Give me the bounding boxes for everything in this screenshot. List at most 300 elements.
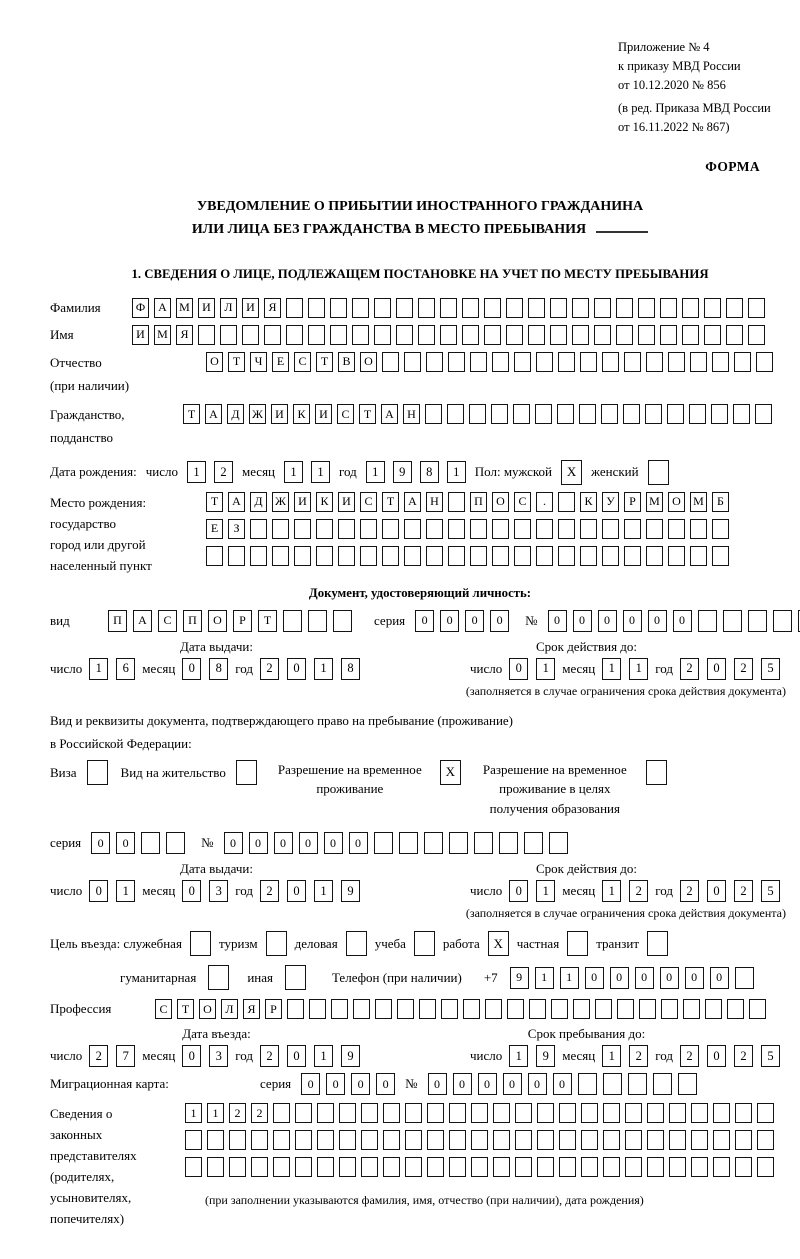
char-cell[interactable]: 1 — [311, 461, 330, 483]
char-cell[interactable]: 1 — [207, 1103, 224, 1123]
char-cell[interactable]: 0 — [509, 658, 528, 680]
char-cell[interactable]: 9 — [393, 461, 412, 483]
char-cell[interactable] — [572, 325, 589, 345]
char-cell[interactable] — [646, 352, 663, 372]
char-cell[interactable]: 0 — [673, 610, 692, 632]
char-cell[interactable] — [485, 999, 502, 1019]
char-cell[interactable] — [581, 1103, 598, 1123]
char-cell[interactable] — [704, 298, 721, 318]
char-cell[interactable] — [295, 1157, 312, 1177]
char-cell[interactable] — [514, 546, 531, 566]
char-cell[interactable]: С — [337, 404, 354, 424]
char-cell[interactable]: А — [404, 492, 421, 512]
char-cell[interactable] — [506, 325, 523, 345]
char-cell[interactable] — [757, 1103, 774, 1123]
char-cell[interactable]: 1 — [89, 658, 108, 680]
char-cell[interactable] — [492, 519, 509, 539]
char-cell[interactable] — [535, 404, 552, 424]
char-cell[interactable]: А — [154, 298, 171, 318]
char-cell[interactable] — [645, 404, 662, 424]
char-cell[interactable]: 1 — [629, 658, 648, 680]
char-cell[interactable] — [449, 1103, 466, 1123]
char-cell[interactable] — [427, 1103, 444, 1123]
char-cell[interactable] — [551, 999, 568, 1019]
char-cell[interactable] — [418, 298, 435, 318]
char-cell[interactable] — [572, 298, 589, 318]
char-cell[interactable] — [449, 1157, 466, 1177]
char-cell[interactable]: 2 — [229, 1103, 246, 1123]
char-cell[interactable] — [594, 298, 611, 318]
char-cell[interactable] — [316, 546, 333, 566]
char-cell[interactable]: 0 — [585, 967, 604, 989]
char-cell[interactable]: 2 — [734, 658, 753, 680]
char-cell[interactable]: Я — [243, 999, 260, 1019]
char-cell[interactable]: 2 — [260, 658, 279, 680]
char-cell[interactable] — [528, 325, 545, 345]
char-cell[interactable] — [617, 999, 634, 1019]
char-cell[interactable] — [382, 519, 399, 539]
char-cell[interactable]: Т — [258, 610, 277, 632]
char-cell[interactable]: 1 — [185, 1103, 202, 1123]
char-cell[interactable] — [705, 999, 722, 1019]
char-cell[interactable] — [735, 967, 754, 989]
char-cell[interactable] — [229, 1157, 246, 1177]
char-cell[interactable]: 2 — [629, 880, 648, 902]
char-cell[interactable]: Т — [359, 404, 376, 424]
char-cell[interactable]: П — [470, 492, 487, 512]
char-cell[interactable] — [581, 1157, 598, 1177]
char-cell[interactable]: Т — [177, 999, 194, 1019]
char-cell[interactable]: С — [514, 492, 531, 512]
char-cell[interactable]: Б — [712, 492, 729, 512]
purpose-official-checkbox[interactable] — [190, 931, 211, 956]
char-cell[interactable]: 1 — [366, 461, 385, 483]
char-cell[interactable] — [669, 1103, 686, 1123]
char-cell[interactable] — [418, 325, 435, 345]
char-cell[interactable] — [628, 1073, 647, 1095]
char-cell[interactable] — [514, 352, 531, 372]
char-cell[interactable]: 2 — [89, 1045, 108, 1067]
char-cell[interactable] — [383, 1130, 400, 1150]
char-cell[interactable] — [713, 1103, 730, 1123]
char-cell[interactable] — [558, 352, 575, 372]
char-cell[interactable] — [616, 298, 633, 318]
char-cell[interactable]: 0 — [490, 610, 509, 632]
char-cell[interactable] — [580, 546, 597, 566]
char-cell[interactable]: Т — [382, 492, 399, 512]
char-cell[interactable] — [581, 1130, 598, 1150]
char-cell[interactable]: 0 — [351, 1073, 370, 1095]
char-cell[interactable]: М — [646, 492, 663, 512]
char-cell[interactable]: 0 — [91, 832, 110, 854]
char-cell[interactable] — [396, 298, 413, 318]
char-cell[interactable] — [353, 999, 370, 1019]
char-cell[interactable]: 2 — [680, 658, 699, 680]
purpose-work-checkbox[interactable]: X — [488, 931, 509, 956]
char-cell[interactable]: И — [271, 404, 288, 424]
char-cell[interactable] — [733, 404, 750, 424]
char-cell[interactable] — [294, 519, 311, 539]
char-cell[interactable]: 0 — [503, 1073, 522, 1095]
char-cell[interactable]: 0 — [376, 1073, 395, 1095]
char-cell[interactable]: 0 — [182, 1045, 201, 1067]
char-cell[interactable]: А — [228, 492, 245, 512]
purpose-transit-checkbox[interactable] — [647, 931, 668, 956]
char-cell[interactable] — [251, 1130, 268, 1150]
char-cell[interactable] — [374, 298, 391, 318]
char-cell[interactable] — [338, 546, 355, 566]
char-cell[interactable] — [492, 546, 509, 566]
char-cell[interactable] — [691, 1157, 708, 1177]
char-cell[interactable]: Д — [227, 404, 244, 424]
char-cell[interactable] — [550, 325, 567, 345]
char-cell[interactable]: 0 — [287, 880, 306, 902]
char-cell[interactable]: Ч — [250, 352, 267, 372]
purpose-private-checkbox[interactable] — [567, 931, 588, 956]
char-cell[interactable] — [404, 546, 421, 566]
char-cell[interactable] — [330, 325, 347, 345]
char-cell[interactable] — [579, 404, 596, 424]
char-cell[interactable]: 0 — [287, 1045, 306, 1067]
char-cell[interactable]: 0 — [623, 610, 642, 632]
char-cell[interactable]: 8 — [341, 658, 360, 680]
char-cell[interactable] — [404, 352, 421, 372]
char-cell[interactable] — [383, 1157, 400, 1177]
char-cell[interactable]: 1 — [314, 1045, 333, 1067]
char-cell[interactable] — [339, 1157, 356, 1177]
char-cell[interactable] — [713, 1130, 730, 1150]
char-cell[interactable]: 0 — [685, 967, 704, 989]
char-cell[interactable] — [286, 298, 303, 318]
char-cell[interactable] — [559, 1130, 576, 1150]
char-cell[interactable] — [250, 546, 267, 566]
char-cell[interactable]: М — [154, 325, 171, 345]
char-cell[interactable]: 1 — [536, 658, 555, 680]
char-cell[interactable] — [426, 546, 443, 566]
char-cell[interactable] — [396, 325, 413, 345]
char-cell[interactable]: 1 — [602, 880, 621, 902]
char-cell[interactable] — [382, 546, 399, 566]
char-cell[interactable] — [338, 519, 355, 539]
char-cell[interactable]: 0 — [249, 832, 268, 854]
char-cell[interactable]: Е — [272, 352, 289, 372]
char-cell[interactable]: Е — [206, 519, 223, 539]
char-cell[interactable] — [374, 325, 391, 345]
char-cell[interactable]: 1 — [314, 880, 333, 902]
char-cell[interactable] — [646, 546, 663, 566]
char-cell[interactable] — [295, 1130, 312, 1150]
char-cell[interactable] — [264, 325, 281, 345]
char-cell[interactable] — [493, 1130, 510, 1150]
char-cell[interactable] — [667, 404, 684, 424]
char-cell[interactable]: С — [294, 352, 311, 372]
char-cell[interactable]: 3 — [209, 880, 228, 902]
char-cell[interactable] — [536, 519, 553, 539]
char-cell[interactable] — [624, 352, 641, 372]
char-cell[interactable]: 1 — [509, 1045, 528, 1067]
char-cell[interactable]: А — [381, 404, 398, 424]
char-cell[interactable] — [713, 1157, 730, 1177]
char-cell[interactable] — [283, 610, 302, 632]
char-cell[interactable] — [748, 610, 767, 632]
char-cell[interactable] — [360, 546, 377, 566]
char-cell[interactable]: 0 — [710, 967, 729, 989]
char-cell[interactable]: 5 — [761, 880, 780, 902]
char-cell[interactable] — [704, 325, 721, 345]
char-cell[interactable]: 2 — [214, 461, 233, 483]
char-cell[interactable] — [295, 1103, 312, 1123]
char-cell[interactable] — [317, 1103, 334, 1123]
char-cell[interactable] — [462, 325, 479, 345]
char-cell[interactable]: Т — [206, 492, 223, 512]
char-cell[interactable]: А — [133, 610, 152, 632]
char-cell[interactable]: О — [208, 610, 227, 632]
char-cell[interactable]: З — [228, 519, 245, 539]
char-cell[interactable] — [595, 999, 612, 1019]
char-cell[interactable]: 0 — [509, 880, 528, 902]
char-cell[interactable]: Р — [265, 999, 282, 1019]
char-cell[interactable] — [493, 1103, 510, 1123]
char-cell[interactable] — [580, 519, 597, 539]
char-cell[interactable] — [691, 1103, 708, 1123]
char-cell[interactable]: 0 — [182, 658, 201, 680]
char-cell[interactable] — [333, 610, 352, 632]
char-cell[interactable]: А — [205, 404, 222, 424]
char-cell[interactable] — [317, 1157, 334, 1177]
char-cell[interactable] — [602, 519, 619, 539]
char-cell[interactable] — [316, 519, 333, 539]
char-cell[interactable] — [405, 1103, 422, 1123]
char-cell[interactable] — [317, 1130, 334, 1150]
char-cell[interactable] — [748, 298, 765, 318]
char-cell[interactable] — [603, 1157, 620, 1177]
char-cell[interactable] — [603, 1130, 620, 1150]
char-cell[interactable] — [242, 325, 259, 345]
char-cell[interactable] — [558, 519, 575, 539]
char-cell[interactable] — [735, 1157, 752, 1177]
char-cell[interactable]: О — [199, 999, 216, 1019]
char-cell[interactable] — [514, 519, 531, 539]
char-cell[interactable]: О — [360, 352, 377, 372]
char-cell[interactable] — [653, 1073, 672, 1095]
char-cell[interactable]: 0 — [707, 880, 726, 902]
char-cell[interactable]: С — [360, 492, 377, 512]
char-cell[interactable]: 2 — [251, 1103, 268, 1123]
char-cell[interactable]: 2 — [260, 880, 279, 902]
char-cell[interactable] — [273, 1130, 290, 1150]
char-cell[interactable]: 1 — [560, 967, 579, 989]
char-cell[interactable] — [690, 352, 707, 372]
char-cell[interactable] — [426, 352, 443, 372]
char-cell[interactable]: И — [315, 404, 332, 424]
char-cell[interactable] — [440, 298, 457, 318]
char-cell[interactable] — [660, 325, 677, 345]
char-cell[interactable]: 9 — [341, 1045, 360, 1067]
char-cell[interactable]: К — [293, 404, 310, 424]
char-cell[interactable] — [448, 519, 465, 539]
char-cell[interactable] — [594, 325, 611, 345]
char-cell[interactable] — [690, 519, 707, 539]
char-cell[interactable] — [602, 352, 619, 372]
char-cell[interactable]: 0 — [635, 967, 654, 989]
char-cell[interactable] — [647, 1157, 664, 1177]
char-cell[interactable] — [273, 1157, 290, 1177]
edu-residence-checkbox[interactable] — [646, 760, 667, 785]
char-cell[interactable] — [399, 832, 418, 854]
char-cell[interactable] — [449, 1130, 466, 1150]
char-cell[interactable] — [361, 1103, 378, 1123]
char-cell[interactable] — [682, 298, 699, 318]
char-cell[interactable] — [470, 546, 487, 566]
char-cell[interactable]: И — [198, 298, 215, 318]
char-cell[interactable]: 0 — [301, 1073, 320, 1095]
char-cell[interactable] — [449, 832, 468, 854]
char-cell[interactable]: Р — [233, 610, 252, 632]
char-cell[interactable]: И — [132, 325, 149, 345]
char-cell[interactable] — [440, 325, 457, 345]
char-cell[interactable]: В — [338, 352, 355, 372]
char-cell[interactable] — [404, 519, 421, 539]
char-cell[interactable] — [698, 610, 717, 632]
char-cell[interactable]: 9 — [510, 967, 529, 989]
char-cell[interactable] — [185, 1157, 202, 1177]
char-cell[interactable]: 2 — [734, 1045, 753, 1067]
char-cell[interactable] — [734, 352, 751, 372]
char-cell[interactable]: 0 — [274, 832, 293, 854]
char-cell[interactable] — [251, 1157, 268, 1177]
char-cell[interactable]: К — [580, 492, 597, 512]
char-cell[interactable]: Т — [316, 352, 333, 372]
char-cell[interactable]: У — [602, 492, 619, 512]
char-cell[interactable]: Я — [176, 325, 193, 345]
char-cell[interactable] — [578, 1073, 597, 1095]
char-cell[interactable]: И — [338, 492, 355, 512]
sex-female-checkbox[interactable] — [648, 460, 669, 485]
char-cell[interactable]: О — [668, 492, 685, 512]
char-cell[interactable] — [639, 999, 656, 1019]
char-cell[interactable]: И — [242, 298, 259, 318]
char-cell[interactable]: 0 — [89, 880, 108, 902]
char-cell[interactable] — [524, 832, 543, 854]
char-cell[interactable] — [484, 298, 501, 318]
char-cell[interactable] — [207, 1130, 224, 1150]
char-cell[interactable] — [361, 1130, 378, 1150]
char-cell[interactable] — [559, 1157, 576, 1177]
char-cell[interactable]: 2 — [629, 1045, 648, 1067]
char-cell[interactable] — [528, 298, 545, 318]
char-cell[interactable]: С — [155, 999, 172, 1019]
char-cell[interactable] — [757, 1157, 774, 1177]
char-cell[interactable]: 0 — [326, 1073, 345, 1095]
char-cell[interactable]: 9 — [341, 880, 360, 902]
char-cell[interactable] — [757, 1130, 774, 1150]
char-cell[interactable]: Я — [264, 298, 281, 318]
char-cell[interactable] — [360, 519, 377, 539]
char-cell[interactable] — [773, 610, 792, 632]
char-cell[interactable] — [294, 546, 311, 566]
char-cell[interactable]: 0 — [349, 832, 368, 854]
char-cell[interactable] — [308, 325, 325, 345]
char-cell[interactable] — [229, 1130, 246, 1150]
char-cell[interactable]: 1 — [602, 1045, 621, 1067]
char-cell[interactable] — [573, 999, 590, 1019]
char-cell[interactable]: 0 — [528, 1073, 547, 1095]
char-cell[interactable] — [727, 999, 744, 1019]
char-cell[interactable] — [352, 325, 369, 345]
char-cell[interactable] — [374, 832, 393, 854]
char-cell[interactable] — [712, 546, 729, 566]
char-cell[interactable]: 0 — [287, 658, 306, 680]
char-cell[interactable]: 0 — [610, 967, 629, 989]
char-cell[interactable] — [691, 1130, 708, 1150]
char-cell[interactable]: Т — [183, 404, 200, 424]
char-cell[interactable]: 0 — [182, 880, 201, 902]
char-cell[interactable]: Ф — [132, 298, 149, 318]
char-cell[interactable] — [463, 999, 480, 1019]
char-cell[interactable] — [537, 1157, 554, 1177]
char-cell[interactable] — [330, 298, 347, 318]
char-cell[interactable] — [474, 832, 493, 854]
char-cell[interactable] — [272, 519, 289, 539]
char-cell[interactable] — [558, 492, 575, 512]
char-cell[interactable] — [515, 1157, 532, 1177]
char-cell[interactable] — [470, 352, 487, 372]
char-cell[interactable] — [272, 546, 289, 566]
char-cell[interactable] — [638, 325, 655, 345]
char-cell[interactable]: О — [492, 492, 509, 512]
char-cell[interactable]: 1 — [116, 880, 135, 902]
char-cell[interactable] — [669, 1130, 686, 1150]
char-cell[interactable]: О — [206, 352, 223, 372]
char-cell[interactable] — [493, 1157, 510, 1177]
char-cell[interactable] — [550, 298, 567, 318]
char-cell[interactable] — [580, 352, 597, 372]
char-cell[interactable]: 0 — [324, 832, 343, 854]
char-cell[interactable] — [558, 546, 575, 566]
char-cell[interactable] — [448, 546, 465, 566]
char-cell[interactable] — [448, 492, 465, 512]
char-cell[interactable] — [623, 404, 640, 424]
char-cell[interactable] — [375, 999, 392, 1019]
char-cell[interactable]: 2 — [680, 1045, 699, 1067]
char-cell[interactable] — [250, 519, 267, 539]
char-cell[interactable] — [228, 546, 245, 566]
char-cell[interactable] — [638, 298, 655, 318]
char-cell[interactable] — [470, 519, 487, 539]
char-cell[interactable] — [185, 1130, 202, 1150]
char-cell[interactable]: Ж — [272, 492, 289, 512]
char-cell[interactable] — [668, 519, 685, 539]
char-cell[interactable] — [309, 999, 326, 1019]
char-cell[interactable] — [557, 404, 574, 424]
purpose-business-checkbox[interactable] — [346, 931, 367, 956]
char-cell[interactable]: 0 — [415, 610, 434, 632]
char-cell[interactable] — [749, 999, 766, 1019]
char-cell[interactable] — [624, 546, 641, 566]
char-cell[interactable]: М — [690, 492, 707, 512]
char-cell[interactable] — [419, 999, 436, 1019]
char-cell[interactable] — [678, 1073, 697, 1095]
char-cell[interactable]: 8 — [209, 658, 228, 680]
char-cell[interactable]: 5 — [761, 1045, 780, 1067]
char-cell[interactable] — [668, 352, 685, 372]
char-cell[interactable]: 8 — [420, 461, 439, 483]
char-cell[interactable] — [471, 1130, 488, 1150]
visa-checkbox[interactable] — [87, 760, 108, 785]
char-cell[interactable]: 0 — [465, 610, 484, 632]
char-cell[interactable] — [603, 1073, 622, 1095]
char-cell[interactable] — [603, 1103, 620, 1123]
